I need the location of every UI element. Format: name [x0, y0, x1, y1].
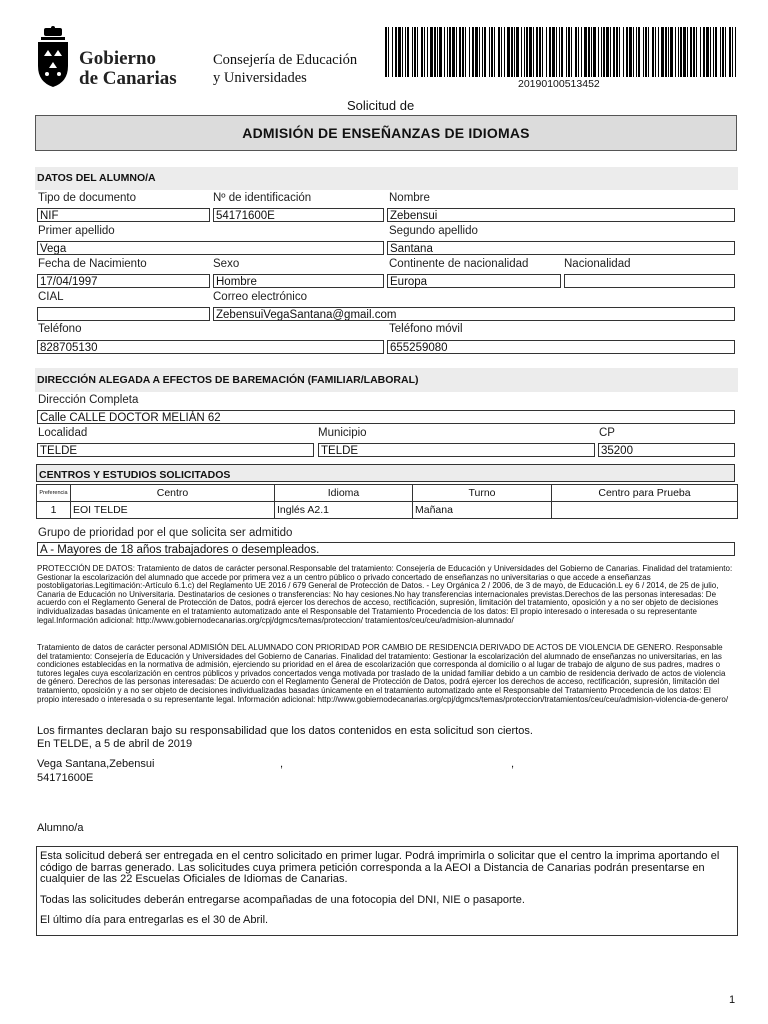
org-name-line2: de Canarias	[79, 68, 177, 89]
centros-header-row	[37, 485, 738, 502]
page-title-text: ADMISIÓN DE ENSEÑANZAS DE IDIOMAS	[242, 125, 530, 141]
header-centro: Centro	[71, 485, 275, 502]
header-idioma: Idioma	[275, 485, 413, 502]
page-title	[35, 115, 737, 151]
direccion-label: Dirección Completa	[38, 394, 139, 406]
government-logo	[36, 26, 70, 88]
prioridad-label: Grupo de prioridad por el que solicita ser admitido	[38, 527, 293, 539]
centros-table	[36, 484, 738, 519]
notice-p2: Todas las solicitudes deberán entregarse acompañadas de una fotocopia del DNI, NIE o pasaporte.	[40, 893, 525, 906]
header-turno: Turno	[413, 485, 552, 502]
localidad-label: Localidad	[38, 427, 88, 439]
firmante-sep2: ,	[511, 758, 515, 770]
cell-idioma: Inglés A2.1	[275, 502, 413, 519]
num-id-label: Nº de identificación	[213, 192, 312, 204]
localidad-field[interactable]: TELDE	[37, 443, 314, 457]
movil-label: Teléfono móvil	[389, 323, 463, 335]
cp-label: CP	[599, 427, 615, 439]
dept-line2: y Universidades	[213, 70, 307, 86]
declaracion: Los firmantes declaran bajo su responsabilidad que los datos contenidos en esta solicitud son ciertos.	[37, 725, 533, 737]
direccion-field[interactable]: Calle CALLE DOCTOR MELIÁN 62	[37, 410, 735, 424]
sexo-label: Sexo	[213, 258, 240, 270]
municipio-label: Municipio	[318, 427, 367, 439]
fecha-field[interactable]: 17/04/1997	[37, 274, 210, 288]
email-field[interactable]: ZebensuiVegaSantana@gmail.com	[213, 307, 735, 321]
notice-box	[36, 846, 738, 936]
cell-turno: Mañana	[413, 502, 552, 519]
email-label: Correo electrónico	[213, 291, 307, 303]
fecha-label: Fecha de Nacimiento	[38, 258, 147, 270]
cell-centro-prueba	[552, 502, 738, 519]
barcode-number: 20190100513452	[518, 78, 600, 90]
firmante-id: 54171600E	[37, 772, 94, 784]
cial-field[interactable]	[37, 307, 210, 321]
cial-label: CIAL	[38, 291, 64, 303]
num-id-field[interactable]: 54171600E	[213, 208, 384, 222]
legal-text-2: Tratamiento de datos de carácter personal ADMISIÓN DEL ALUMNADO CON PRIORIDAD POR CAMBIO DE RESIDENCIA DERIVADO DE ACTOS DE VIOLENCIA DE GENERO. Responsable del tratamiento: Consejería de Educación y Universidades del Gobierno de Canarias. Finalidad del tratamiento: Gestionar la escolarización del alumnado de enseñanzas no universitarias, en las condiciones establecidas en la normativa de admisión, ejerciendo su prioridad en el área de escolarización que corresponda al domicilio o al lugar de trabajo de alguno de sus padres, madres o tutores legales cuya escolarización en centros públicos y privados concertados venga motivada por traslado de la unidad familiar debido a un cambio de residencia derivado de actos de violencia de género. Derechos de las personas interesadas: De acuerdo con el Reglamento General de Protección de Datos, podrá ejercer los derechos de acceso, rectificación, supresión, limitación del tratamiento, oposición y a no ser objeto de decisiones individualizadas basadas únicamente en el tratamiento automatizado ante el Responsable del Tratamiento Procedencia de los datos: El propio interesado o interesada o su representante legal. Información adicional: http://www.gobiernodecanarias.org/cpj/dgmcs/temas/proteccion/tratamientos/ceu/ceu/admision-violencia-de-genero/	[37, 643, 729, 704]
legal-text-1: PROTECCIÓN DE DATOS: Tratamiento de datos de carácter personal.Responsable del tratamiento: Consejería de Educación y Universidades del Gobierno de Canarias. Finalidad del tratamiento: Gestionar la escolarización del alumnado que accede por primera vez a un centro público o privado concertado de enseñanzas no universitarias o que accede a enseñanzas postobligatorias.Legitimación:-Artículo 6.1.c) del Reglamento UE 2016 / 679 General de Protección de Datos. - Ley Orgánica 2 / 2006, de 3 de mayo, de Educación.L ey 6 / 2014, de 25 de julio, Canaria de Educación no Universitaria. Destinatarios de cesiones o transferencias: No hay cesiones.No hay transferencias internacionales previstas.Derechos de las personas interesadas: De acuerdo con el Reglamento General de Protección de Datos, podrá ejercer los derechos de acceso, rectificación, supresión, limitación del tratamiento, oposición y a no ser objeto de decisiones individualizadas basadas únicamente en el tratamiento automatizado ante el Responsable del Tratamiento Procedencia de los datos: El propio interesado o interesada o su representante legal.Información adicional: http://www.gobiernodecanarias.org/cpj/dgmcs/temas/proteccion/ tratamientos/ceu/ceu/admision-alumnado/	[37, 564, 733, 625]
page-number: 1	[729, 994, 736, 1006]
notice-p3: El último día para entregarlas es el 30 de Abril.	[40, 914, 269, 926]
continente-field[interactable]: Europa	[387, 274, 561, 288]
title-pre: Solicitud de	[347, 98, 415, 113]
nombre-field[interactable]: Zebensui	[387, 208, 735, 222]
apellido2-label: Segundo apellido	[389, 225, 478, 237]
prioridad-field[interactable]: A - Mayores de 18 años trabajadores o desempleados.	[37, 542, 735, 556]
barcode	[385, 27, 737, 77]
firmante-sep1: ,	[280, 758, 284, 770]
firmante-rol: Alumno/a	[37, 822, 84, 834]
barcode-bar	[736, 27, 738, 77]
header-preferencia: Preferencia	[37, 485, 71, 502]
section-centros	[36, 464, 735, 482]
apellido1-label: Primer apellido	[38, 225, 115, 237]
header-centro-prueba: Centro para Prueba	[552, 485, 738, 502]
section-direccion: DIRECCIÓN ALEGADA A EFECTOS DE BAREMACIÓN (FAMILIAR/LABORAL)	[35, 368, 738, 392]
tipo-doc-label: Tipo de documento	[38, 192, 137, 204]
org-name-line1: Gobierno	[79, 48, 157, 69]
tipo-doc-field[interactable]: NIF	[37, 208, 210, 222]
nombre-label: Nombre	[389, 192, 430, 204]
table-row[interactable]	[37, 502, 738, 519]
movil-field[interactable]: 655259080	[387, 340, 735, 354]
telefono-label: Teléfono	[38, 323, 82, 335]
municipio-field[interactable]: TELDE	[318, 443, 595, 457]
section-alumno: DATOS DEL ALUMNO/A	[35, 167, 738, 190]
apellido1-field[interactable]: Vega	[37, 241, 384, 255]
notice-p1: Esta solicitud deberá ser entregada en el centro solicitado en primer lugar. Podrá imprimirla o solicitar que el centro la imprima aportando el código de barras generado. Las solicitudes cuya primera petición corresponda a la AEOI a Distancia de Canarias podrán presentarse en cualquier de las 22 Escuelas Oficiales de Idiomas de Canarias.	[40, 850, 720, 885]
lugar-fecha: En TELDE, a 5 de abril de 2019	[37, 738, 193, 750]
dept-line1: Consejería de Educación	[213, 52, 358, 68]
coat-of-arms-icon	[36, 26, 70, 88]
cell-preferencia: 1	[37, 502, 71, 519]
sexo-field[interactable]: Hombre	[213, 274, 384, 288]
firmante-nombre: Vega Santana,Zebensui	[37, 758, 155, 770]
section-centros-title: CENTROS Y ESTUDIOS SOLICITADOS	[39, 469, 231, 481]
cp-field[interactable]: 35200	[598, 443, 735, 457]
cell-centro: EOI TELDE	[71, 502, 275, 519]
nacionalidad-field[interactable]	[564, 274, 735, 288]
nacionalidad-label: Nacionalidad	[564, 258, 631, 270]
continente-label: Continente de nacionalidad	[389, 258, 529, 270]
apellido2-field[interactable]: Santana	[387, 241, 735, 255]
telefono-field[interactable]: 828705130	[37, 340, 384, 354]
